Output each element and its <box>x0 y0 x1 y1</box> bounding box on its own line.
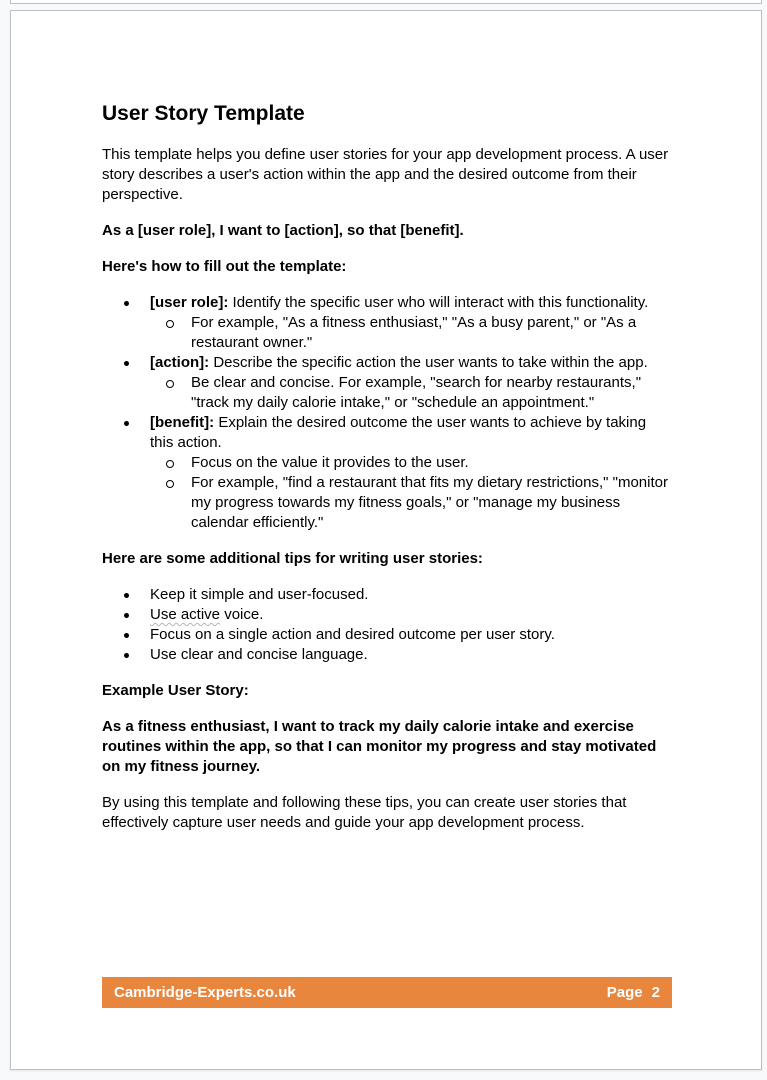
hollow-bullet-icon <box>166 480 174 488</box>
list-item <box>102 585 672 605</box>
footer-bar <box>102 977 672 1008</box>
subitem-text: For example, "As a fitness enthusiast," "As a busy parent," or "As a restaurant owner." <box>191 314 637 351</box>
bullet-icon <box>124 613 129 618</box>
example-story: As a fitness enthusiast, I want to track my daily calorie intake and exercise routines within the app, so that I can monitor my progress and stay motivated on my fitness journey. <box>102 718 657 775</box>
bullet-icon <box>124 421 129 426</box>
item-desc: Identify the specific user who will interact with this functionality. <box>232 294 649 311</box>
intro-paragraph: This template helps you define user stories for your app development process. A user story describes a user's action within the app and the desired outcome from their perspective. <box>102 146 669 203</box>
page-title: User Story Template <box>102 102 305 125</box>
template-formula: As a [user role], I want to [action], so that [benefit]. <box>102 222 464 239</box>
list-item <box>102 293 672 313</box>
list-item <box>102 605 672 625</box>
tips-list <box>102 585 672 665</box>
footer-page-indicator <box>607 984 660 1001</box>
page-content <box>102 101 672 849</box>
list-item <box>102 353 672 373</box>
spellcheck-flagged-text: Use active <box>150 606 221 623</box>
bullet-icon <box>124 633 129 638</box>
howto-list <box>102 293 672 533</box>
item-desc: Explain the desired outcome the user wants to achieve by taking this action. <box>150 414 647 451</box>
tip-text-rest: voice. <box>220 606 264 623</box>
item-desc: Describe the specific action the user wants to take within the app. <box>213 354 648 371</box>
list-item <box>102 645 672 665</box>
list-item <box>102 413 672 453</box>
subitem-text: Focus on the value it provides to the user. <box>191 454 469 471</box>
list-subitem <box>102 473 672 533</box>
howto-heading: Here's how to fill out the template: <box>102 258 347 275</box>
footer-page-number: 2 <box>651 984 660 1001</box>
bullet-icon <box>124 593 129 598</box>
item-term: [benefit]: <box>150 414 215 431</box>
bullet-icon <box>124 653 129 658</box>
list-subitem <box>102 453 672 473</box>
list-item <box>102 625 672 645</box>
tip-text <box>150 606 263 623</box>
footer-site-name: Cambridge-Experts.co.uk <box>114 984 296 1001</box>
tip-text: Keep it simple and user-focused. <box>150 586 369 603</box>
subitem-text: Be clear and concise. For example, "search for nearby restaurants," "track my daily calorie intake," or "schedule an appointment." <box>191 374 642 411</box>
list-item-text <box>150 294 648 311</box>
tips-heading: Here are some additional tips for writing user stories: <box>102 550 483 567</box>
bullet-icon <box>124 301 129 306</box>
list-subitem <box>102 313 672 353</box>
tip-text: Use clear and concise language. <box>150 646 368 663</box>
hollow-bullet-icon <box>166 460 174 468</box>
document-page <box>10 10 762 1070</box>
hollow-bullet-icon <box>166 380 174 388</box>
closing-paragraph: By using this template and following these tips, you can create user stories that effectively capture user needs and guide your app development process. <box>102 794 627 831</box>
bullet-icon <box>124 361 129 366</box>
example-heading: Example User Story: <box>102 682 249 699</box>
hollow-bullet-icon <box>166 320 174 328</box>
item-term: [action]: <box>150 354 210 371</box>
subitem-text: For example, "find a restaurant that fits my dietary restrictions," "monitor my progress towards my fitness goals," or "manage my business calendar efficiently." <box>191 474 668 531</box>
tip-text: Focus on a single action and desired outcome per user story. <box>150 626 555 643</box>
list-item-text <box>150 414 646 451</box>
footer-page-label: Page <box>606 984 643 1001</box>
list-subitem <box>102 373 672 413</box>
previous-page-edge <box>10 0 762 4</box>
list-item-text <box>150 354 648 371</box>
item-term: [user role]: <box>150 294 229 311</box>
